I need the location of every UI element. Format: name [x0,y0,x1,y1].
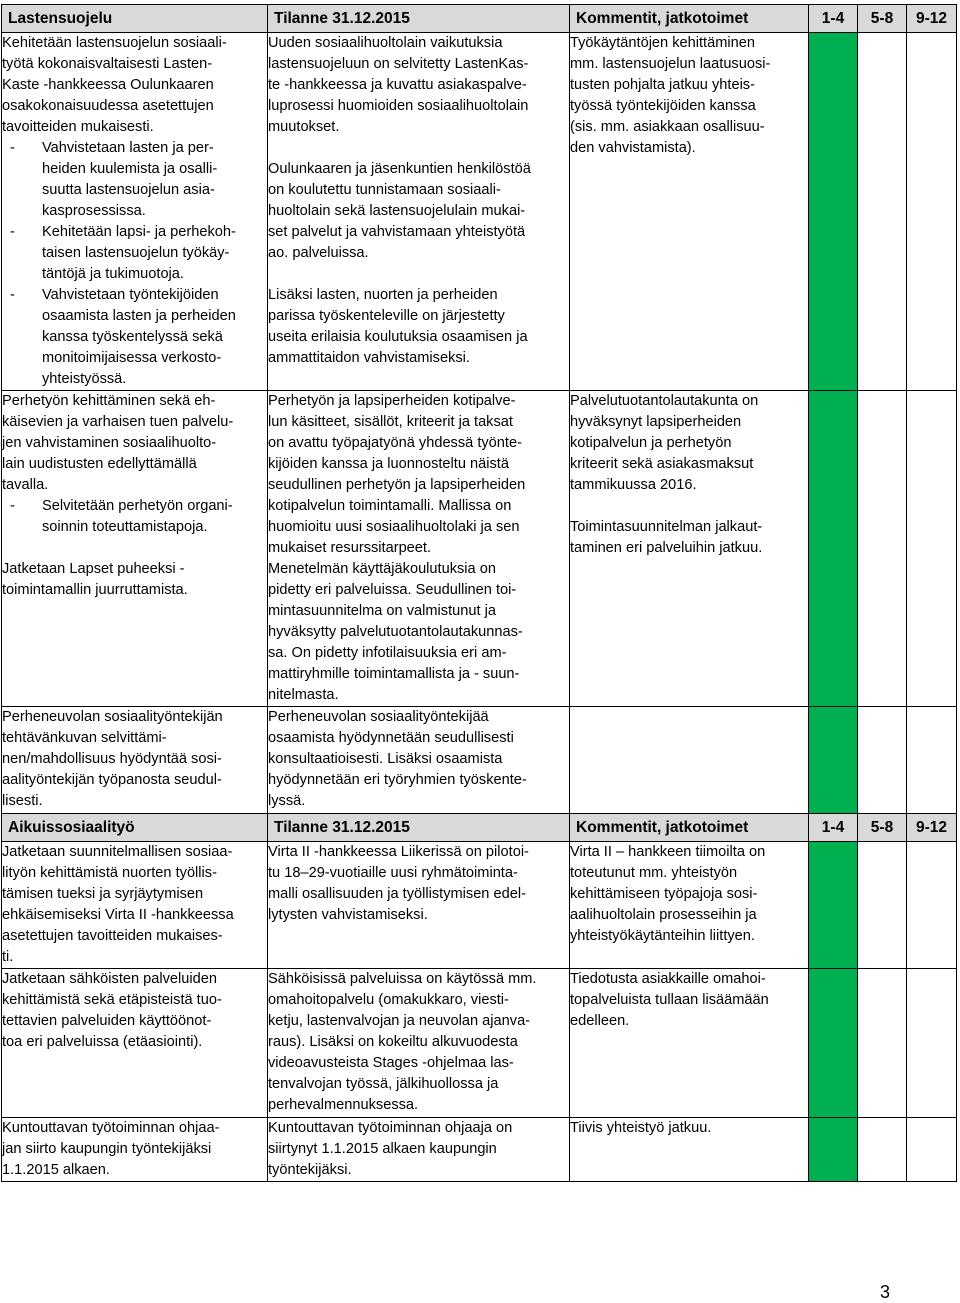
quarter-header-1-4: 1-4 [809,5,858,33]
status-text: Kuntouttavan työtoiminnan ohjaaja on siirtynyt 1.1.2015 alkaen kaupungin työntekijäksi. [268,1120,513,1178]
comment-line: Virta II – hankkeen tiimoilta on toteutunut mm. yhteistyön kehittämiseen työpajoja sosi- aalihuoltolain prosesseihin ja yhteistyökäytänteihin liittyen. [570,844,766,944]
goal-text: Perhetyön kehittäminen sekä eh- käisevien ja varhaisen tuen palvelu- jen vahvistaminen sosiaalihuolto- lain uudistusten edellyttämällä tavalla. [2,393,234,493]
status-header: Tilanne 31.12.2015 [268,5,570,33]
quarter-header-5-8: 5-8 [858,5,907,33]
goal-text: Jatketaan Lapset puheeksi - toimintamallin juurruttamista. [2,561,188,598]
status-text: Perhetyön ja lapsiperheiden kotipalve- lun käsitteet, sisällöt, kriteerit ja taksat on avattu työpajatyönä yhdessä työnte- kijöiden kanssa ja luonnosteltu näistä seudullinen perhetyön ja lapsiperheiden kotipalvelun toimintamalli. Mallissa on huomioitu uusi sosiaalihuoltolaki ja sen mukaiset resurssitarpeet. [268,393,526,556]
status-text: Virta II -hankkeessa Liikerissä on pilotoi- tu 18–29-vuotiaille uusi ryhmätoiminta- malli osallisuuden ja työllistymisen edel- lytysten vahvistamiseksi. [268,844,529,923]
status-text: Oulunkaaren ja jäsenkuntien henkilöstöä on koulutettu tunnistamaan sosiaali- huoltolain sekä lastensuojelulain mukai- set palvelut ja vahvistamaan yhteistyötä ao. palveluissa. [268,161,531,261]
table-header-row [2,814,957,842]
quarter-cell [858,33,907,391]
table-row [2,842,957,969]
goal-text: Kuntouttavan työtoiminnan ohjaa- jan siirto kaupungin työntekijäksi 1.1.2015 alkaen. [2,1120,220,1178]
page-number: 3 [879,1282,890,1302]
status-text: Perheneuvolan sosiaalityöntekijää osaamista hyödynnetään seudullisesti konsultaatioisesti. Lisäksi osaamista hyödynnetään eri työryhmien työskente- lyssä. [268,709,527,809]
comment-cell [570,391,809,707]
status-indicator-green [809,707,858,814]
status-text: Sähköisissä palveluissa on käytössä mm. omahoitopalvelu (omakukkaro, viesti- ketju, lastenvalvojan ja neuvolan ajanva- raus). Lisäksi on kokeiltu alkuvuodesta videoavusteista Stages -ohjelmaa las- tenvalvojan työssä, jälkihuollossa ja perhevalmennuksessa. [268,971,537,1113]
comment-cell [570,842,809,969]
quarter-cell [907,33,957,391]
quarter-cell [858,707,907,814]
bullet-text: Vahvistetaan lasten ja per- heiden kuulemista ja osalli- suutta lastensuojelun asia- kasprosessissa. [42,140,218,219]
section-title: Aikuissosiaalityö [2,814,268,842]
goal-text: Jatketaan sähköisten palveluiden kehittämistä sekä etäpisteistä tuo- tettavien palveluiden käyttöönot- toa eri palveluissa (etäasiointi). [2,971,222,1050]
quarter-cell [858,842,907,969]
comment-text: Palvelutuotantolautakunta on hyväksynyt lapsiperheiden kotipalvelun ja perhetyön kriteerit sekä asiakasmaksut tammikuussa 2016. [570,393,759,493]
status-cell [268,707,570,814]
status-cell [268,33,570,391]
status-cell [268,842,570,969]
comment-cell [570,707,809,814]
quarter-cell [858,969,907,1118]
goal-text: Kehitetään lastensuojelun sosiaali- työtä kokonaisvaltaisesti Lasten- Kaste -hankkeessa Oulunkaaren osakokonaisuudessa asetettujen tavoitteiden mukaisesti. [2,35,227,135]
status-header: Tilanne 31.12.2015 [268,814,570,842]
goal-cell [2,33,268,391]
table-row [2,969,957,1118]
bullet-item: - Kehitetään lapsi- ja perhekoh- taisen lastensuojelun työkäy- täntöjä ja tukimuotoja. [2,222,267,285]
lastensuojelu-table [1,4,957,814]
comments-header: Kommentit, jatkotoimet [570,814,809,842]
goal-text: Perheneuvolan sosiaalityöntekijän tehtävänkuvan selvittämi- nen/mahdollisuus hyödyntää sosi- aalityöntekijän työpanosta seudul- lisesti. [2,709,223,809]
status-text: Lisäksi lasten, nuorten ja perheiden parissa työskenteleville on järjestetty useita erilaisia koulutuksia osaamisen ja ammattitaidon vahvistamiseksi. [268,287,528,366]
bullet-item: - Vahvistetaan työntekijöiden osaamista lasten ja perheiden kanssa työskentelyssä sekä monitoimijaisessa verkosto- yhteistyössä. [2,285,267,390]
quarter-header-9-12: 9-12 [907,5,957,33]
comment-text: Tiedotusta asiakkaille omahoi- topalveluista tullaan lisäämään edelleen. [570,971,769,1029]
quarter-header-1-4: 1-4 [809,814,858,842]
status-cell [268,1118,570,1182]
status-cell [268,969,570,1118]
comment-text: Työkäytäntöjen kehittäminen mm. lastensuojelun laatusuosi- tusten pohjalta jatkuu yhteis- työssä työntekijöiden kanssa (sis. mm. asiakkaan osallisuu- den vahvistamista). [570,35,771,156]
goal-cell [2,842,268,969]
quarter-header-5-8: 5-8 [858,814,907,842]
table-header-row [2,5,957,33]
quarter-cell [907,391,957,707]
aikuissosiaalityo-table [1,813,957,1182]
goal-cell [2,969,268,1118]
comment-text [570,842,808,947]
bullet-item: - Selvitetään perhetyön organi- soinnin toteuttamistapoja. [2,496,267,538]
quarter-cell [858,1118,907,1182]
bullet-text: Kehitetään lapsi- ja perhekoh- taisen lastensuojelun työkäy- täntöjä ja tukimuotoja. [42,224,236,282]
comment-cell [570,1118,809,1182]
quarter-cell [907,842,957,969]
status-text: Menetelmän käyttäjäkoulutuksia on pidetty eri palveluissa. Seudullinen toi- mintasuunnitelma on valmistunut ja hyväksytty palvelutuotantolautakunnas- sa. On pidetty infotilaisuuksia eri am- mattiryhmille toimintamallista ja - suun- nitelmasta. [268,561,523,703]
table-row [2,33,957,391]
status-text: Uuden sosiaalihuoltolain vaikutuksia lastensuojeluun on selvitetty LastenKas- te -hankkeessa ja kuvattu asiakaspalve- luprosessi huomioiden sosiaalihuoltolain muutokset. [268,35,529,135]
status-indicator-green [809,391,858,707]
table-row [2,1118,957,1182]
comments-header: Kommentit, jatkotoimet [570,5,809,33]
status-indicator-green [809,33,858,391]
comment-cell [570,969,809,1118]
section-title: Lastensuojelu [2,5,268,33]
quarter-cell [907,1118,957,1182]
bullet-text: Selvitetään perhetyön organi- soinnin toteuttamistapoja. [42,498,233,535]
status-indicator-green [809,1118,858,1182]
status-cell [268,391,570,707]
goal-cell [2,391,268,707]
quarter-header-9-12: 9-12 [907,814,957,842]
comment-text: Toimintasuunnitelman jalkaut- taminen eri palveluihin jatkuu. [570,519,763,556]
quarter-cell [907,969,957,1118]
bullet-item: - Vahvistetaan lasten ja per- heiden kuulemista ja osalli- suutta lastensuojelun asia- kasprosessissa. [2,138,267,222]
goal-cell [2,707,268,814]
status-indicator-green [809,969,858,1118]
quarter-cell [907,707,957,814]
table-row [2,707,957,814]
table-row [2,391,957,707]
goal-cell [2,1118,268,1182]
goal-text: Jatketaan suunnitelmallisen sosiaa- lityön kehittämistä nuorten työllis- tämisen tueksi ja syrjäytymisen ehkäisemiseksi Virta II -hankkeessa asetettujen tavoitteiden mukaises- ti. [2,844,234,965]
comment-cell [570,33,809,391]
status-indicator-green [809,842,858,969]
comment-text: Tiivis yhteistyö jatkuu. [570,1120,712,1136]
quarter-cell [858,391,907,707]
bullet-text: Vahvistetaan työntekijöiden osaamista lasten ja perheiden kanssa työskentelyssä sekä monitoimijaisessa verkosto- yhteistyössä. [42,287,236,387]
